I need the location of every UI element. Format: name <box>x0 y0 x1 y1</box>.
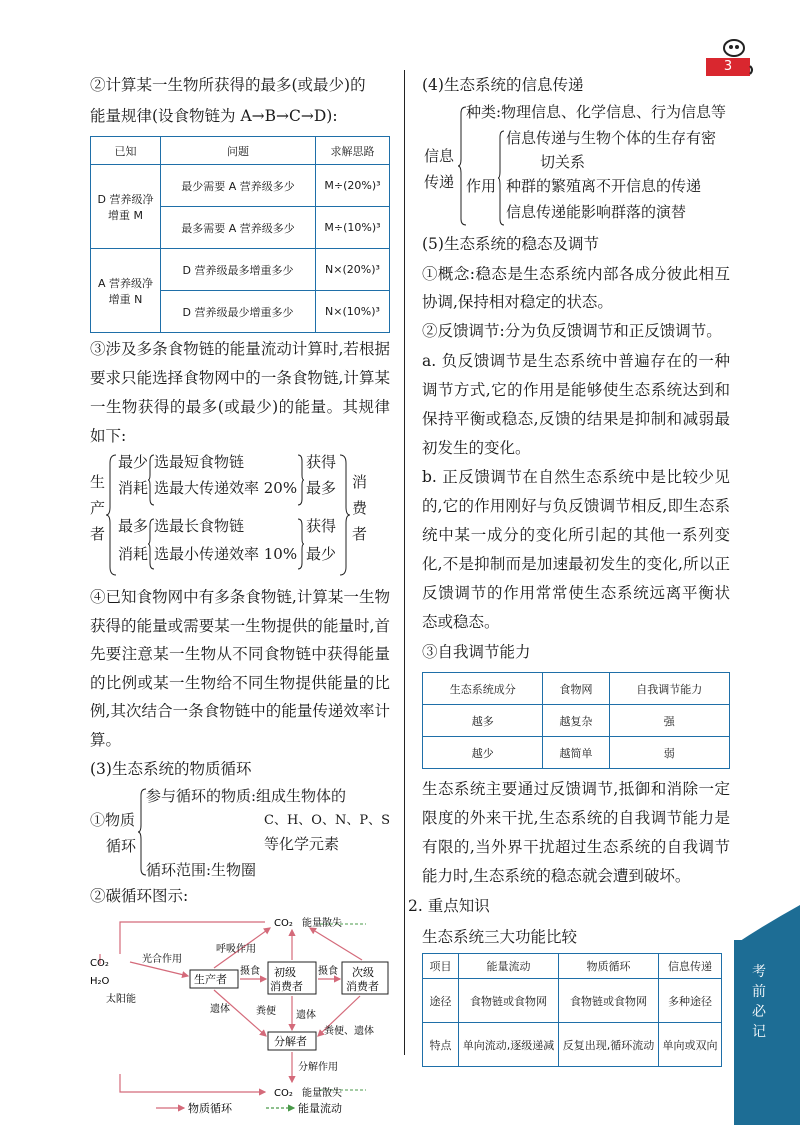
eat-label-2: 摄食 <box>318 966 338 977</box>
positive-feedback: b. 正反馈调节在自然生态系统中是比较少见的,它的作用刚好与负反馈调节相反,即生态系统中某一成分的变化所引起的其他一系列变化,不是抑制而是加速最初发生的变化,所以正反馈调节的作用常常使生态系统远离平衡状态或稳态。 <box>422 468 730 631</box>
info-r1: 信息传递与生物个体的生存有密 <box>506 129 717 147</box>
row3-answer: N×(20%)³ <box>316 249 390 291</box>
feedback: ②反馈调节:分为负反馈调节和正反馈调节。 <box>422 322 722 340</box>
remains-label: 遗体 <box>210 1004 230 1015</box>
r1-max-eff: 选最大传递效率 20% <box>154 479 298 497</box>
primary-text-2: 消费者 <box>270 980 303 993</box>
brace-r1-right <box>296 453 304 507</box>
row2-question: 最多需要 A 营养级多少 <box>161 207 316 249</box>
secondary-text-1: 次级 <box>352 966 374 979</box>
feces-remains-label: 粪便、遗体 <box>324 1026 374 1037</box>
key-title: 2. 重点知识 <box>408 897 490 915</box>
h2o-left: H₂O <box>90 976 110 987</box>
primary-text-1: 初级 <box>274 966 296 979</box>
th-method: 求解思路 <box>316 137 390 165</box>
r2-least: 最少 <box>306 545 337 563</box>
right-column <box>408 70 730 1067</box>
t2-h2: 食物网 <box>543 673 609 705</box>
cycle-item1a: 参与循环的物质:组成生物体的 <box>146 787 347 805</box>
t3-r2c3: 反复出现,循环流动 <box>559 1023 659 1067</box>
cycle-item2: 循环范围:生物圈 <box>146 861 257 879</box>
cycle-label2: 循环 <box>106 837 137 855</box>
photo-label: 光合作用 <box>142 954 182 965</box>
sun-label: 太阳能 <box>106 994 136 1005</box>
th-known: 已知 <box>91 137 161 165</box>
r1-consume: 消耗 <box>118 479 149 497</box>
th-question: 问题 <box>161 137 316 165</box>
t3-r2c1: 特点 <box>423 1023 459 1067</box>
t2-r1c2: 越复杂 <box>543 705 609 737</box>
info-kind: 种类:物理信息、化学信息、行为信息等 <box>466 103 727 121</box>
cycle-label1: ①物质 <box>90 811 136 829</box>
t3-r2c2: 单向流动,逐级递减 <box>459 1023 559 1067</box>
row4-question: D 营养级最少增重多少 <box>161 291 316 333</box>
page-number: 3 <box>706 58 750 76</box>
r2-consume: 消耗 <box>118 545 149 563</box>
function-compare-table <box>422 953 722 1067</box>
resp-label: 呼吸作用 <box>216 944 256 955</box>
para-2-line2: 能量规律(设食物链为 A→B→C→D): <box>90 107 338 125</box>
t3-h4: 信息传递 <box>659 954 722 979</box>
r1-most: 最多 <box>306 479 337 497</box>
eat-label-1: 摄食 <box>240 966 260 977</box>
co2-top: CO₂ <box>274 918 293 929</box>
column-divider <box>404 70 405 1055</box>
row1-answer: M÷(20%)³ <box>316 165 390 207</box>
t2-r2c3: 弱 <box>609 737 730 769</box>
para-4: ④已知食物网中有多条食物链,计算某一生物获得的能量或需要某一生物提供的能量时,首先要注意某一生物从不同食物链中获得能量的比例或某一生物给不同生物提供能量的比例,其次结合一条食物链中的能量传递效率计算。 <box>90 588 390 749</box>
legend-energy: 能量流动 <box>298 1102 342 1114</box>
co2-bottom: CO₂ <box>274 1088 293 1099</box>
t2-h1: 生态系统成分 <box>423 673 543 705</box>
heat-bottom: 能量散失 <box>302 1088 342 1099</box>
t3-h1: 项目 <box>423 954 459 979</box>
row3-question: D 营养级最多增重多少 <box>161 249 316 291</box>
t3-r1c3: 食物链或食物网 <box>559 979 659 1023</box>
group1-label: D 营养级净增重 M <box>91 165 161 249</box>
side-tab <box>734 940 800 1125</box>
decomp-label: 分解作用 <box>298 1062 338 1073</box>
feces-label: 粪便 <box>256 1006 276 1017</box>
side-tab-label: 考前必记 <box>752 964 766 1040</box>
energy-rule-table <box>90 136 390 333</box>
decomposer-text: 分解者 <box>274 1035 307 1048</box>
r2-longest: 选最长食物链 <box>154 517 245 535</box>
info-r1b: 切关系 <box>540 153 586 171</box>
t2-r2c1: 越少 <box>423 737 543 769</box>
self-regulation-title: ③自我调节能力 <box>422 643 531 661</box>
t3-h3: 物质循环 <box>559 954 659 979</box>
info-r3: 信息传递能影响群落的演替 <box>506 203 687 221</box>
r2-min-eff: 选最小传递效率 10% <box>154 545 298 563</box>
co2-left: CO₂ <box>90 958 109 969</box>
self-regulation-table <box>422 672 730 769</box>
para-2-line1: ②计算某一生物所获得的最多(或最少)的 <box>90 76 366 94</box>
r2-most: 最多 <box>118 517 149 535</box>
left-column <box>90 70 390 1118</box>
info-r2: 种群的繁殖离不开信息的传递 <box>506 177 702 195</box>
para-3: ③涉及多条食物链的能量流动计算时,若根据要求只能选择食物网中的一条食物链,计算某一生物获得的最多(或最少)的能量。其规律如下: <box>90 340 390 445</box>
section-5-title: (5)生态系统的稳态及调节 <box>422 235 599 253</box>
brace-r2-right <box>296 517 304 571</box>
info-role: 作用 <box>466 177 497 195</box>
section-4-title: (4)生态系统的信息传递 <box>422 76 584 94</box>
producer-label: 生 产 者 <box>90 473 106 543</box>
rule-brace-block <box>90 451 390 579</box>
t3-r1c4: 多种途径 <box>659 979 722 1023</box>
t3-r2c4: 单向或双向 <box>659 1023 722 1067</box>
r2-gain: 获得 <box>306 517 337 535</box>
cycle-item1c: 等化学元素 <box>264 835 340 853</box>
brace-info <box>458 105 468 227</box>
row4-answer: N×(10%)³ <box>316 291 390 333</box>
t3-h2: 能量流动 <box>459 954 559 979</box>
brace-right <box>338 453 350 577</box>
cycle-block <box>90 785 390 881</box>
r1-shortest: 选最短食物链 <box>154 453 245 471</box>
summary: 生态系统主要通过反馈调节,抵御和消除一定限度的外来干扰,生态系统的自我调节能力是有限的,当外界干扰超过生态系统的自我调节能力时,生态系统的稳态就会遭到破坏。 <box>422 780 730 885</box>
brace-role <box>498 129 506 227</box>
brace-left <box>106 453 118 577</box>
t2-h3: 自我调节能力 <box>609 673 730 705</box>
carbon-cycle-diagram <box>90 914 390 1114</box>
r1-gain: 获得 <box>306 453 337 471</box>
compare-title: 生态系统三大功能比较 <box>422 928 578 946</box>
secondary-text-2: 消费者 <box>346 980 379 993</box>
negative-feedback: a. 负反馈调节是生态系统中普遍存在的一种调节方式,它的作用是能够使生态系统达到和保持平衡或稳态,反馈的结果是抑制和减弱最初发生的变化。 <box>422 352 730 457</box>
producer-text: 生产者 <box>194 973 227 986</box>
t3-r1c1: 途径 <box>423 979 459 1023</box>
section-3-title: (3)生态系统的物质循环 <box>90 760 252 778</box>
legend-matter: 物质循环 <box>188 1102 232 1114</box>
t3-r1c2: 食物链或食物网 <box>459 979 559 1023</box>
r1-least: 最少 <box>118 453 149 471</box>
t2-r2c2: 越简单 <box>543 737 609 769</box>
remains-label-2: 遗体 <box>296 1010 316 1021</box>
heat-top: 能量散失 <box>302 918 342 929</box>
info-label1: 信息 <box>424 147 455 165</box>
row1-question: 最少需要 A 营养级多少 <box>161 165 316 207</box>
carbon-title: ②碳循环图示: <box>90 887 189 905</box>
t2-r1c3: 强 <box>609 705 730 737</box>
info-label2: 传递 <box>424 173 455 191</box>
row2-answer: M÷(10%)³ <box>316 207 390 249</box>
cycle-item1b: C、H、O、N、P、S <box>264 813 390 828</box>
info-brace-block <box>422 101 730 229</box>
group2-label: A 营养级净增重 N <box>91 249 161 333</box>
concept: ①概念:稳态是生态系统内部各成分彼此相互协调,保持相对稳定的状态。 <box>422 265 730 311</box>
t2-r1c1: 越多 <box>423 705 543 737</box>
consumer-label: 消 费 者 <box>352 473 368 543</box>
